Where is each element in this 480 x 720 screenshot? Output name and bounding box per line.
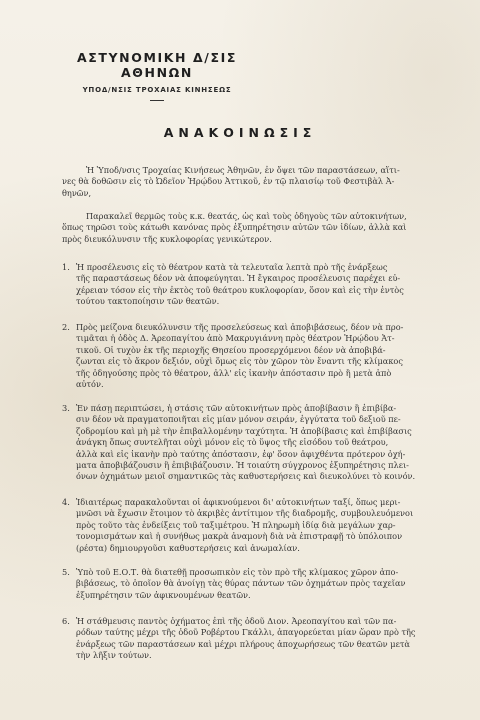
item-text — [76, 262, 440, 308]
item-line: πρὸς τοῦτο τὰς ἐνδείξεις τοῦ ταξιμέτρου. Ἡ πληρωμὴ ἰδίᾳ διὰ μεγάλων χαρ- — [76, 519, 396, 530]
item-line: ζοδρομίου καὶ μὴ μὲ τὴν ἐπιβαλλομένην ταχύτητα. Ἡ ἀποβίβασις καὶ ἐπιβίβασις — [76, 425, 412, 436]
intro-paragraph — [62, 211, 432, 245]
item-line: ἐξυπηρέτησιν τῶν ἀφικνουμένων θεατῶν. — [76, 589, 251, 600]
item-text — [76, 567, 440, 601]
item-number: 6. — [62, 616, 70, 626]
item-line: ζωνται εἰς τὸ ἄκρον δεξιόν, οὐχὶ ὅμως εἰς τὸν χῶρον τὸν ἔναντι τῆς κλίμακος — [76, 356, 403, 367]
item-line: βιβάσεως, τὸ ὁποῖον θὰ ἀνοίγῃ τὰς θύρας πάντων τῶν ὀχημάτων πρὸς ταχεῖαν — [76, 578, 406, 589]
item-line: χέρειαν τόσον εἰς τὴν ἐκτὸς τοῦ θεάτρου κυκλοφορίαν, ὅσον καὶ εἰς τὴν ἐντὸς — [76, 284, 404, 295]
intro-line: θηνῶν, — [62, 187, 92, 198]
item-line: σιν δέον νὰ πραγματοποιῆται εἰς μίαν μόνον σειράν, ἐγγύτατα τοῦ δεξιοῦ πε- — [76, 414, 401, 425]
item-line: αὐτόν. — [76, 379, 104, 390]
item-line: Ἡ προσέλευσις εἰς τὸ θέατρον κατὰ τὰ τελευταῖα λεπτὰ πρὸ τῆς ἐνάρξεως — [76, 262, 388, 272]
department-name: ΥΠΟΔ/ΝΣΙΣ ΤΡΟΧΑΙΑΣ ΚΙΝΗΣΕΩΣ — [82, 86, 232, 94]
intro-line: ὅπως τηρῶσι τοὺς κάτωθι κανόνας πρὸς ἐξυπηρέτησιν αὐτῶν τῶν ἰδίων, ἀλλὰ καὶ — [62, 222, 407, 233]
item-line: ρόδων ταύτης μέχρι τῆς ὁδοῦ Ροβέρτου Γκάλλι, ἀπαγορεύεται μίαν ὥραν πρὸ τῆς — [76, 627, 416, 638]
item-line: μνῶσι νὰ ἔχωσιν ἕτοιμον τὸ ἀκριβὲς ἀντίτιμον τῆς διαδρομῆς, συμβουλευόμενοι — [76, 508, 414, 519]
item-line: ματα ἀποβιβάζουσιν ἢ ἐπιβιβάζουσιν. Ἡ τοιαύτη σύγχρονος ἐξυπηρέτησις πλει- — [76, 460, 409, 471]
organization-name: ΑΣΤΥΝΟΜΙΚΗ Δ/ΣΙΣ ΑΘΗΝΩΝ — [76, 50, 238, 80]
item-text — [76, 403, 440, 483]
item-line: ἀνάγκη ὅπως συντελῆται οὐχὶ μόνον εἰς τὸ ὕψος τῆς εἰσόδου τοῦ θεάτρου, — [76, 437, 389, 448]
item-line: Ὑπὸ τοῦ Ε.Ο.Τ. θὰ διατεθῇ προσωπικὸν εἰς τὸν πρὸ τῆς κλίμακος χῶρον ἀπο- — [76, 567, 399, 577]
item-line: τονομισμάτων καὶ ἡ συνήθως μακρὰ ἀναμονὴ διὰ νὰ ἐπιστραφῇ τὸ ὑπόλοιπον — [76, 531, 403, 542]
item-number: 3. — [62, 403, 70, 413]
intro-paragraph — [62, 165, 432, 199]
item-line: τιμᾶται ἡ ὁδὸς Δ. Ἀρεοπαγίτου ἀπὸ Μακρυγιάννη πρὸς θέατρον Ἡρῴδου Ἀτ- — [76, 333, 395, 344]
item-line: ἀλλὰ καὶ εἰς ἱκανὴν πρὸ ταύτης ἀπόστασιν, ἐφ' ὅσον ἀφιχθέντα πρότερον ὀχή- — [76, 448, 406, 459]
item-line: τούτου τακτοποίησιν τῶν θεατῶν. — [76, 296, 220, 307]
item-line: όνων ὀχημάτων μειοῖ σημαντικῶς τὰς καθυστερήσεις καὶ διευκολύνει τὸ κοινόν. — [76, 471, 416, 482]
item-line: (ρέστα) δημιουργοῦσι καθυστερήσεις καὶ ἀνωμαλίαν. — [76, 542, 300, 553]
intro-line: πρὸς διευκόλυνσιν τῆς κυκλοφορίας γενικώτερον. — [62, 233, 272, 244]
document-title: ΑΝΑΚΟΙΝΩΣΙΣ — [163, 125, 317, 140]
item-line: ἐνάρξεως τῶν παραστάσεων καὶ μέχρι πλήρους ἀποχωρήσεως τῶν θεατῶν μετὰ — [76, 638, 410, 649]
item-number: 1. — [62, 262, 70, 272]
item-number: 5. — [62, 567, 70, 577]
item-line: Ἐν πάσῃ περιπτώσει, ἡ στάσις τῶν αὐτοκινήτων πρὸς ἀποβίβασιν ἢ ἐπιβίβα- — [76, 403, 397, 413]
item-text — [76, 497, 440, 554]
item-number: 2. — [62, 322, 70, 332]
header-divider — [150, 100, 164, 101]
intro-line: νες θὰ δοθῶσιν εἰς τὸ Ὠδεῖον Ἡρῴδου Ἀττικοῦ, ἐν τῷ πλαισίῳ τοῦ Φεστιβὰλ Ἀ- — [62, 176, 395, 187]
item-number: 4. — [62, 497, 70, 507]
item-line: τικοῦ. Οἱ τυχὸν ἐκ τῆς περιοχῆς Θησείου προσερχόμενοι δέον νὰ ἀποβιβά- — [76, 344, 386, 355]
item-line: τῆς ὁδηγούσης πρὸς τὸ θέατρον, ἀλλ' εἰς ἱκανὴν ἀπόστασιν πρὸ ἢ μετὰ ἀπὸ — [76, 367, 392, 378]
item-text — [76, 322, 440, 390]
item-line: τὴν λῆξιν τούτων. — [76, 650, 152, 661]
item-line: Πρὸς μείζονα διευκόλυνσιν τῆς προσελεύσεως καὶ ἀποβιβάσεως, δέον νὰ προ- — [76, 322, 404, 332]
item-line: Ἰδιαιτέρως παρακαλοῦνται οἱ ἀφικνούμενοι δι' αὐτοκινήτων ταξί, ὅπως μερι- — [76, 497, 401, 507]
item-line: τῆς παραστάσεως δέον νὰ ἀποφεύγηται. Ἡ ἔγκαιρος προσέλευσις παρέχει εὐ- — [76, 273, 401, 284]
intro-line: Ἡ Ὑποδ/νσις Τροχαίας Κινήσεως Ἀθηνῶν, ἐν ὄψει τῶν παραστάσεων, αἵτι- — [86, 165, 400, 175]
item-line: Ἡ στάθμευσις παντὸς ὀχήματος ἐπὶ τῆς ὁδοῦ Διον. Ἀρεοπαγίτου καὶ τῶν πα- — [76, 616, 397, 626]
document-header — [62, 50, 252, 101]
intro-line: Παρακαλεῖ θερμῶς τοὺς κ.κ. θεατάς, ὡς καὶ τοὺς ὁδηγοὺς τῶν αὐτοκινήτων, — [86, 211, 407, 221]
item-text — [76, 616, 440, 662]
